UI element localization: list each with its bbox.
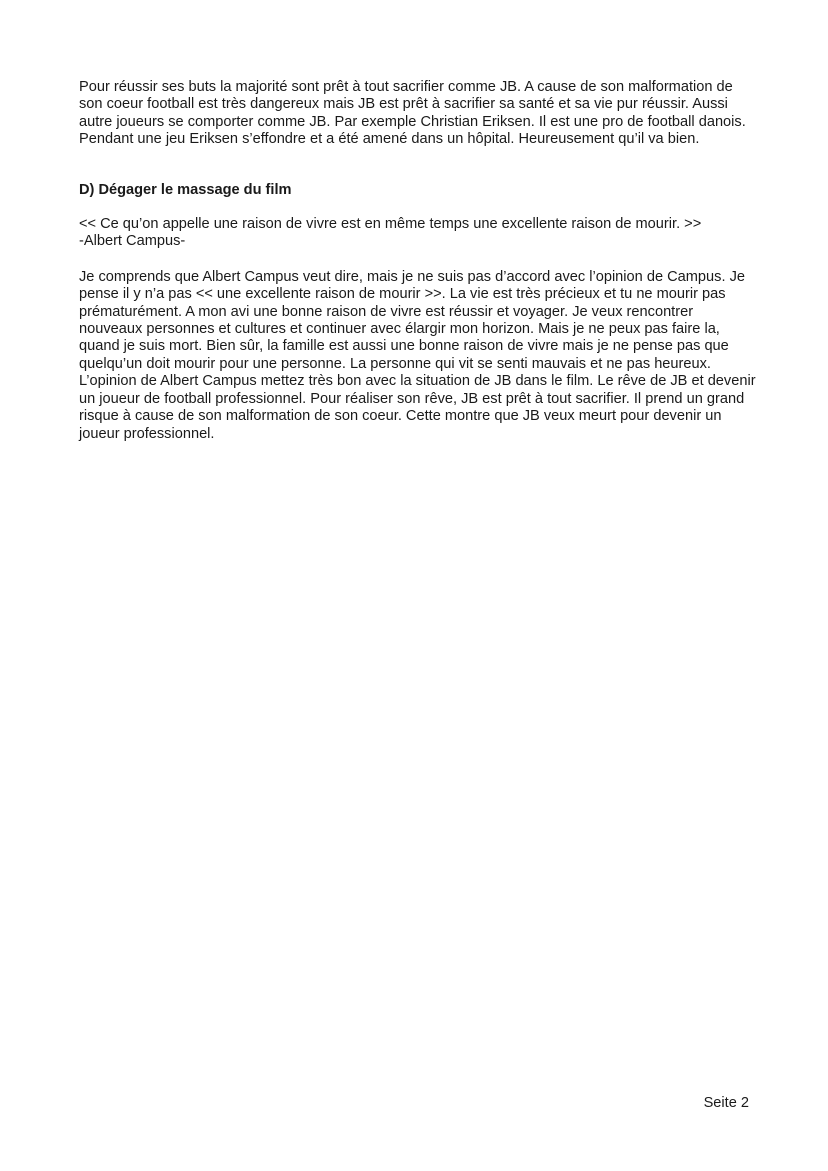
- document-body: [79, 79, 759, 443]
- section-heading-d: D) Dégager le massage du film: [79, 181, 292, 198]
- quote-block: [79, 216, 759, 251]
- page-number: Seite 2: [703, 1095, 749, 1111]
- paragraph-intro: Pour réussir ses buts la majorité sont prêt à tout sacrifier comme JB. A cause de son malformation de son coeur football est très dangereux mais JB est prêt à sacrifier sa santé et sa vie pur réussir. Aussi autre joueurs se comporter comme JB. Par exemple Christian Eriksen. Il est une pro de football danois. Pendant une jeu Eriksen s’effondre et a été amené dans un hôpital. Heureusement qu’il va bien.: [79, 79, 746, 148]
- paragraph-conclusion: L’opinion de Albert Campus mettez très bon avec la situation de JB dans le film. Le rêve de JB et devenir un joueur de football professionnel. Pour réaliser son rêve, JB est prêt à tout sacrifier. Il prend un grand risque à cause de son malformation de son coeur. Cette montre que JB veux meurt pour devenir un joueur professionnel.: [79, 373, 756, 442]
- paragraph-opinion: Je comprends que Albert Campus veut dire, mais je ne suis pas d’accord avec l’opinion de Campus. Je pense il y n’a pas << une excellente raison de mourir >>. La vie est très précieux et tu ne mourir pas prématurément. A mon avi une bonne raison de vivre est réussir et voyager. Je veux rencontrer nouveaux personnes et cultures et continuer avec élargir mon horizon. Mais je ne peux pas faire la, quand je suis mort. Bien sûr, la famille est aussi une bonne raison de vivre mais je ne pense pas que quelqu’un doit mourir pour une personne. La personne qui vit se senti mauvais et ne pas heureux.: [79, 268, 745, 372]
- quote-author: -Albert Campus-: [79, 233, 186, 250]
- quote-text: << Ce qu’on appelle une raison de vivre est en même temps une excellente raison de mourir. >>: [79, 216, 702, 233]
